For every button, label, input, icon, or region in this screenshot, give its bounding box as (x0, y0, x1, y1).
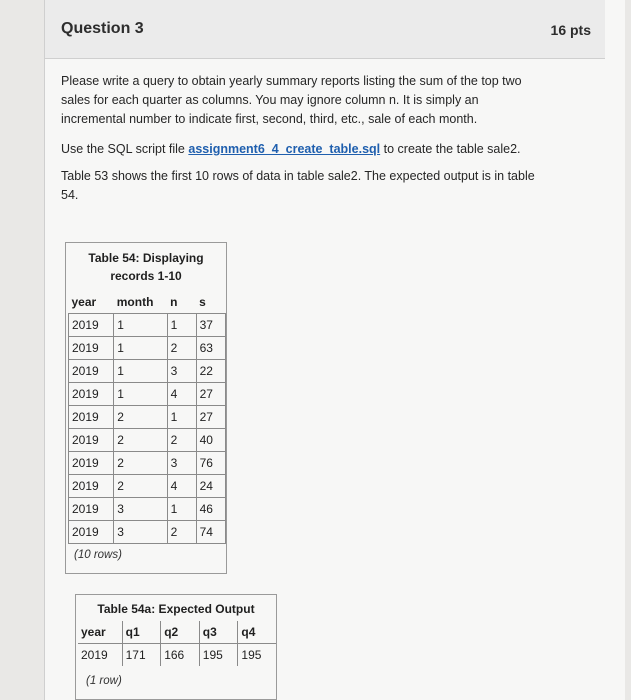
cell: 2019 (69, 360, 114, 383)
table-row (69, 429, 226, 452)
cell: 2019 (69, 475, 114, 498)
question-card (44, 0, 625, 700)
cell: 171 (122, 644, 161, 667)
cell: 2 (167, 429, 196, 452)
cell: 1 (114, 360, 167, 383)
instruction-paragraph-1: Please write a query to obtain yearly summary reports listing the sum of the top two sales for each quarter as columns. You may ignore column n. It is simply an incremental number to indicate first, second, third, etc., sale of each month. (61, 74, 522, 126)
table-54-row-count: (10 rows) (74, 549, 122, 561)
question-header (45, 0, 605, 59)
table-row (69, 360, 226, 383)
instruction-text: Use the SQL script file (61, 142, 189, 156)
cell: 2019 (69, 337, 114, 360)
table-header-row (69, 291, 226, 314)
table-row (69, 475, 226, 498)
question-points: 16 pts (550, 22, 591, 38)
cell: 2 (114, 475, 167, 498)
table-54-box (65, 242, 227, 574)
table-header-row (78, 621, 276, 644)
table-row (69, 383, 226, 406)
cell: 40 (196, 429, 225, 452)
cell: 2019 (69, 521, 114, 544)
instruction-text: to create the table sale2. (380, 142, 521, 156)
table-54-caption-line2: records 1-10 (110, 269, 182, 283)
table-row (69, 452, 226, 475)
column-header-q2: q2 (161, 621, 200, 644)
column-header-n: n (170, 295, 178, 309)
cell: 2019 (69, 383, 114, 406)
cell: 3 (114, 521, 167, 544)
cell: 2019 (69, 314, 114, 337)
table-54a-row-count: (1 row) (86, 675, 122, 687)
cell: 195 (199, 644, 238, 667)
table-row (69, 406, 226, 429)
cell: 1 (167, 314, 196, 337)
table-row (78, 644, 276, 667)
instruction-paragraph-3: Table 53 shows the first 10 rows of data in table sale2. The expected output is in table 54. (61, 169, 535, 202)
cell: 27 (196, 383, 225, 406)
column-header-year: year (78, 621, 122, 644)
cell: 76 (196, 452, 225, 475)
cell: 2 (114, 406, 167, 429)
cell: 2 (114, 429, 167, 452)
cell: 1 (167, 406, 196, 429)
cell: 4 (167, 383, 196, 406)
column-header-year: year (71, 295, 97, 309)
cell: 195 (241, 648, 262, 662)
cell: 27 (196, 406, 225, 429)
cell: 22 (196, 360, 225, 383)
table-row (69, 314, 226, 337)
cell: 1 (167, 498, 196, 521)
table-row (69, 337, 226, 360)
table-54 (68, 291, 226, 544)
cell: 1 (114, 383, 167, 406)
cell: 1 (114, 337, 167, 360)
cell: 1 (114, 314, 167, 337)
table-54a (78, 621, 276, 666)
table-54-caption-line1: Table 54: Displaying (88, 251, 204, 265)
table-row (69, 521, 226, 544)
cell: 3 (114, 498, 167, 521)
column-header-s: s (199, 295, 206, 309)
cell: 2019 (69, 452, 114, 475)
table-54a-caption: Table 54a: Expected Output (97, 602, 255, 616)
column-header-month: month (116, 295, 154, 309)
cell: 2019 (69, 498, 114, 521)
table-54-caption (66, 249, 226, 285)
cell: 2019 (69, 429, 114, 452)
cell: 4 (167, 475, 196, 498)
table-54a-box (75, 594, 277, 700)
column-header-q1: q1 (122, 621, 161, 644)
cell: 63 (196, 337, 225, 360)
cell: 3 (167, 360, 196, 383)
cell: 74 (196, 521, 225, 544)
column-header-q4: q4 (238, 621, 276, 644)
sql-script-link[interactable]: assignment6_4_create_table.sql (188, 142, 381, 156)
column-header-q3: q3 (199, 621, 238, 644)
cell: 3 (167, 452, 196, 475)
cell: 2019 (78, 644, 122, 667)
cell: 166 (161, 644, 200, 667)
cell: 24 (196, 475, 225, 498)
cell: 46 (196, 498, 225, 521)
instruction-paragraph-2 (61, 140, 541, 159)
cell: 2 (114, 452, 167, 475)
cell: 2 (167, 521, 196, 544)
question-title: Question 3 (61, 20, 144, 37)
cell: 37 (196, 314, 225, 337)
cell: 2 (167, 337, 196, 360)
cell: 2019 (69, 406, 114, 429)
table-row (69, 498, 226, 521)
